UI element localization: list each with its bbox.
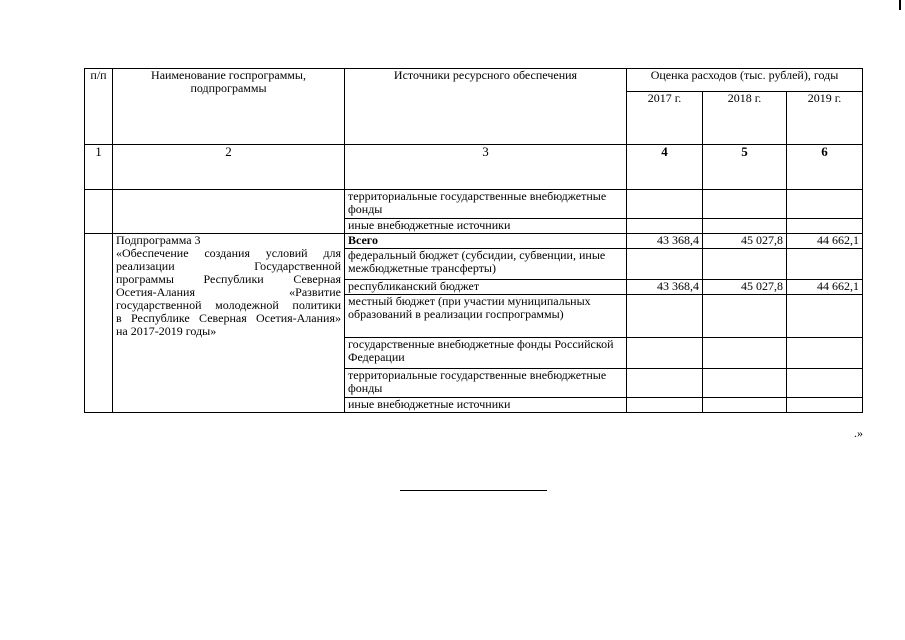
header-num: п/п	[85, 69, 113, 145]
empty-cell	[85, 190, 113, 234]
source-cell: Всего	[345, 234, 627, 249]
subprogram-line: реализации Государственной	[116, 259, 341, 273]
col-number: 3	[345, 145, 627, 190]
value-2019	[787, 369, 863, 398]
value-2017	[627, 398, 703, 413]
value-2018	[703, 295, 787, 338]
subprogram-line: на 2017-2019 годы»	[116, 324, 217, 338]
subprogram-title: Подпрограмма 3	[116, 233, 201, 247]
value-2019	[787, 398, 863, 413]
value-2019: 44 662,1	[787, 234, 863, 249]
empty-cell	[85, 234, 113, 413]
value-2018	[703, 369, 787, 398]
value-2018: 45 027,8	[703, 234, 787, 249]
header-estimate: Оценка расходов (тыс. рублей), годы	[627, 69, 863, 92]
header-year-2019: 2019 г.	[787, 92, 863, 145]
value-2017	[627, 338, 703, 369]
signature-line	[400, 490, 547, 491]
header-year-2017: 2017 г.	[627, 92, 703, 145]
source-cell: местный бюджет (при участии муниципальных образований в реализации госпрограммы)	[345, 295, 627, 338]
closing-quote: .»	[854, 426, 863, 440]
source-cell: иные внебюджетные источники	[345, 398, 627, 413]
column-numbers-row	[85, 145, 863, 190]
header-year-2018: 2018 г.	[703, 92, 787, 145]
scan-edge-mark	[899, 0, 901, 10]
value-2017: 43 368,4	[627, 234, 703, 249]
col-number: 5	[703, 145, 787, 190]
table-row	[85, 234, 863, 249]
source-cell: территориальные государственные внебюджетные фонды	[345, 369, 627, 398]
value-2019	[787, 295, 863, 338]
budget-table	[84, 68, 863, 413]
col-number: 4	[627, 145, 703, 190]
subprogram-line: Осетия-Алания «Развитие	[116, 285, 341, 299]
value-2017	[627, 190, 703, 219]
subprogram-line: программы Республики Северная	[116, 272, 341, 286]
value-2017	[627, 369, 703, 398]
source-cell: федеральный бюджет (субсидии, субвенции, иные межбюджетные трансферты)	[345, 249, 627, 280]
value-2019	[787, 190, 863, 219]
value-2019: 44 662,1	[787, 280, 863, 295]
header-sources: Источники ресурсного обеспечения	[345, 69, 627, 145]
source-cell: иные внебюджетные источники	[345, 219, 627, 234]
subprogram-line: «Обеспечение создания условий для	[116, 246, 341, 260]
col-number: 6	[787, 145, 863, 190]
value-2018	[703, 398, 787, 413]
value-2018	[703, 338, 787, 369]
subprogram-line: государственной молодежной политики	[116, 298, 341, 312]
col-number: 1	[85, 145, 113, 190]
header-row-1	[85, 69, 863, 92]
value-2018	[703, 249, 787, 280]
subprogram-name-cell	[113, 234, 345, 413]
subprogram-line: в Республике Северная Осетия-Алания»	[116, 311, 341, 325]
value-2019	[787, 249, 863, 280]
header-program-name: Наименование госпрограммы, подпрограммы	[113, 69, 345, 145]
value-2018	[703, 190, 787, 219]
value-2017	[627, 219, 703, 234]
value-2017	[627, 295, 703, 338]
table-row	[85, 190, 863, 219]
value-2017: 43 368,4	[627, 280, 703, 295]
empty-cell	[113, 190, 345, 234]
value-2019	[787, 338, 863, 369]
value-2017	[627, 249, 703, 280]
value-2018: 45 027,8	[703, 280, 787, 295]
col-number: 2	[113, 145, 345, 190]
value-2019	[787, 219, 863, 234]
source-cell: государственные внебюджетные фонды Российской Федерации	[345, 338, 627, 369]
source-cell: территориальные государственные внебюджетные фонды	[345, 190, 627, 219]
value-2018	[703, 219, 787, 234]
source-cell: республиканский бюджет	[345, 280, 627, 295]
